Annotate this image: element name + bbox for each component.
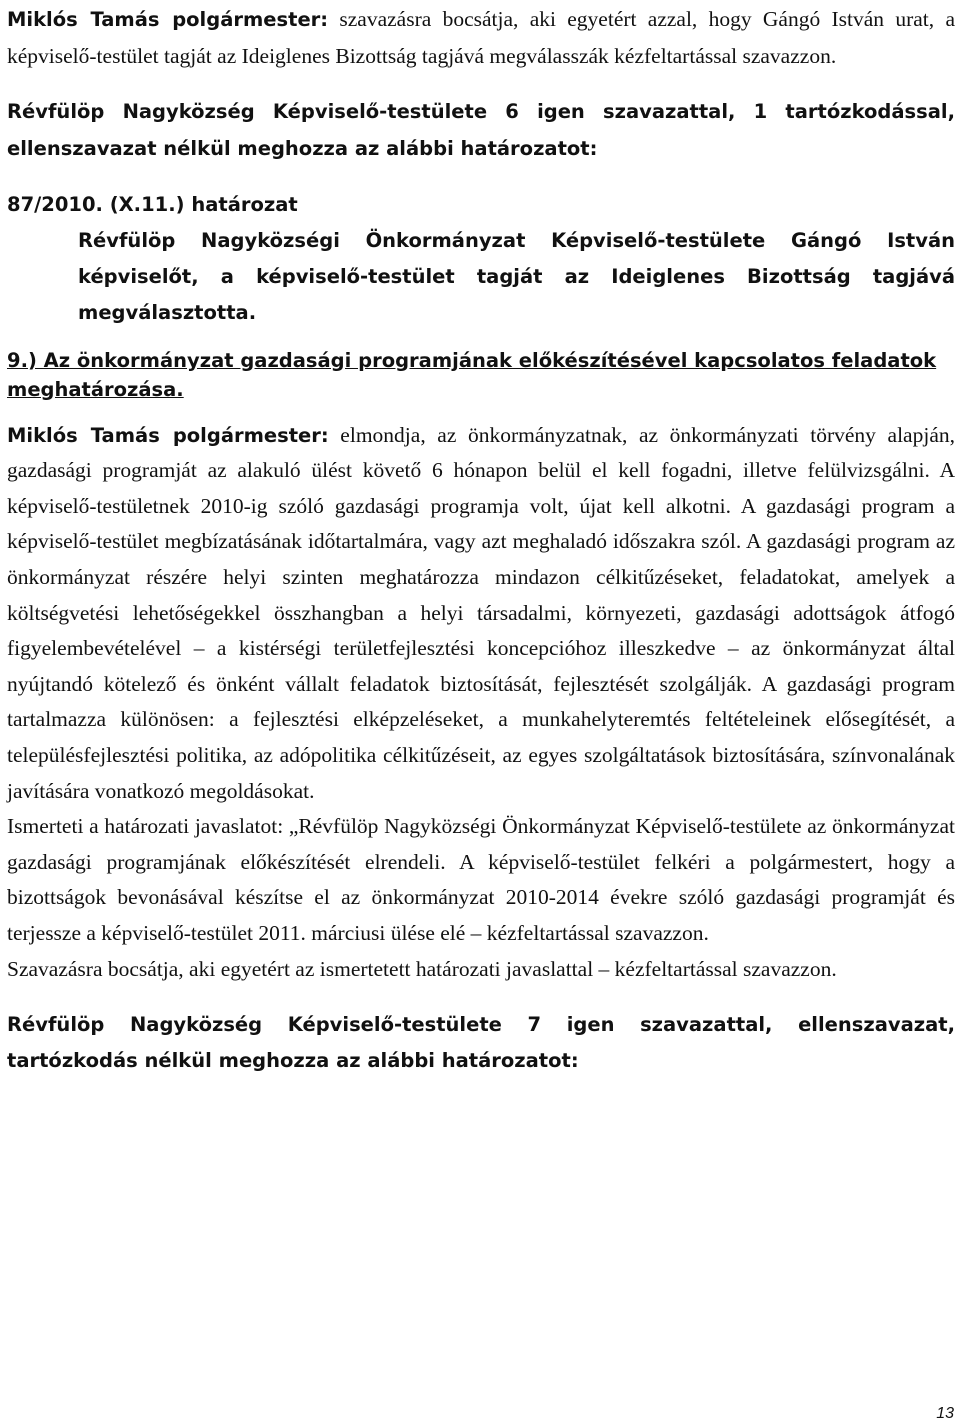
vote-result-1: Révfülöp Nagyközség Képviselő-testülete 6 igen szavazattal, 1 tartózkodással, ellenszavazat nélkül meghozza az alábbi határozatot: (7, 100, 955, 160)
paragraph-text: elmondja, az önkormányzatnak, az önkormányzati törvény alapján, gazdasági programját az alakuló ülést követő 6 hónapon belül el kell fogadni, illetve felülvizsgálni. A képviselő-testületnek 2010-ig szóló gazdasági programja volt, újat kell alkotni. A gazdasági program a képviselő-testület megbízatásának időtartalmára, vagy azt meghaladó időszakra szól. A gazdasági program az önkormányzat részére helyi szinten meghatározza mindazon célkitűzéseket, feladatokat, amelyek a költségvetési lehetőségekkel összhangban a helyi társadalmi, környezeti, gazdasági adottságok átfogó figyelembevételével – a kistérségi területfejlesztési koncepcióhoz illeszkedve – az önkormányzat által nyújtandó kötelező és önként vállalt feladatok biztosítását, fejlesztését szolgálják. A gazdasági program tartalmazza különösen: a fejlesztési elképzeléseket, a munkahelyteremtés feltételeinek elősegítését, a településfejlesztési politika, az adópolitika célkitűzéseit, az egyes szolgáltatások biztosítására, színvonalának javítására vonatkozó megoldásokat. (7, 422, 955, 803)
paragraph-vote-call-2: Szavazásra bocsátja, aki egyetért az ismertetett határozati javaslattal – kézfeltartással szavazzon. (7, 956, 837, 981)
vote-result-2: Révfülöp Nagyközség Képviselő-testülete 7 igen szavazattal, ellenszavazat, tartózkodás nélkül meghozza az alábbi határozatot: (7, 1013, 955, 1072)
page-number: 13 (936, 1405, 954, 1422)
document-page (7, 0, 955, 1078)
resolution-number: 87/2010. (X.11.) határozat (7, 192, 298, 216)
paragraph-vote-call-1 (7, 1, 955, 74)
paragraph-text: szavazásra bocsátja, aki egyetért azzal, hogy Gángó István urat, a képviselő-testület tagját az Ideiglenes Bizottság tagjává megválasszák kézfeltartással szavazzon. (7, 7, 955, 69)
agenda-item-heading: 9.) Az önkormányzat gazdasági programjának előkészítésével kapcsolatos feladatok meghatározása. (7, 348, 937, 401)
paragraph-resolution-proposal: Ismerteti a határozati javaslatot: „Révfülöp Nagyközségi Önkormányzat Képviselő-testülete az önkormányzat gazdasági programjának előkészítését elrendeli. A képviselő-testület felkéri a polgármestert, hogy a bizottságok bevonásával készítse el az önkormányzat 2010-2014 évekre szóló gazdasági programját és terjessze a képviselő-testület 2011. márciusi ülése elé – kézfeltartással szavazzon. (7, 814, 955, 945)
speaker-name: Miklós Tamás polgármester: (7, 423, 329, 447)
speaker-name: Miklós Tamás polgármester: (7, 8, 329, 31)
paragraph-mayor-explanation (7, 418, 955, 810)
resolution-text: Révfülöp Nagyközségi Önkormányzat Képviselő-testülete Gángó István képviselőt, a képviselő-testület tagját az Ideiglenes Bizottság tagjává megválasztotta. (78, 229, 955, 325)
